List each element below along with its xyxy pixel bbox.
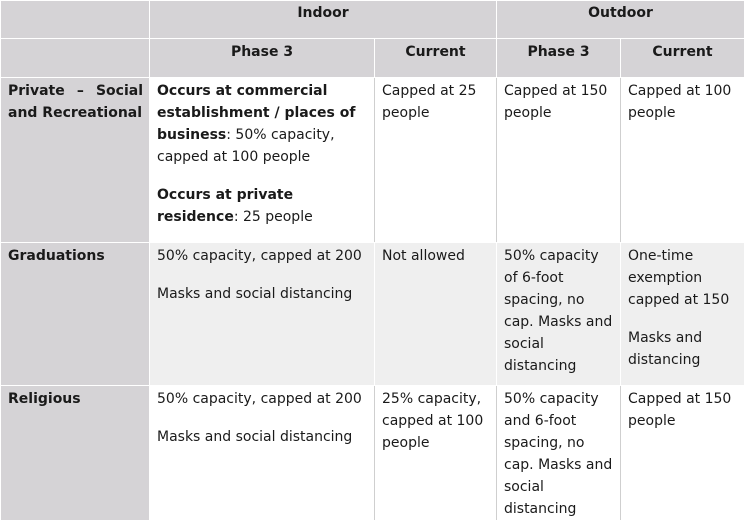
header-indoor-phase3 — [150, 39, 375, 78]
cell-graduations-indoor-phase3 — [150, 243, 375, 386]
graduations-outdoor-exemption: One-time exemption capped at 150 — [628, 245, 737, 311]
header-indoor-label: Indoor — [150, 1, 496, 21]
cell-religious-outdoor-phase3: 50% capacity and 6-foot spacing, no cap. Masks and social distancing — [497, 386, 621, 521]
cell-graduations-outdoor-current — [621, 243, 744, 386]
header-corner-sub — [1, 39, 150, 78]
header-outdoor-phase3-label: Phase 3 — [497, 39, 620, 60]
private-commercial-heading: Occurs at commercial establishment / places of business — [157, 83, 355, 143]
cell-religious-outdoor-current: Capped at 150 people — [621, 386, 744, 521]
cell-private-indoor-phase3 — [150, 78, 375, 243]
header-row-sub — [1, 39, 744, 78]
header-indoor-phase3-label: Phase 3 — [150, 39, 374, 60]
cell-religious-indoor-current: 25% capacity, capped at 100 people — [375, 386, 497, 521]
header-outdoor — [497, 1, 744, 39]
header-corner-top — [1, 1, 150, 39]
graduations-indoor-masks: Masks and social distancing — [157, 283, 367, 305]
header-outdoor-current — [621, 39, 744, 78]
private-residence-heading: Occurs at private residence — [157, 187, 293, 225]
row-label-graduations: Graduations — [1, 243, 150, 386]
cell-graduations-outdoor-phase3: 50% capacity of 6-foot spacing, no cap. Masks and social distancing — [497, 243, 621, 386]
header-outdoor-phase3 — [497, 39, 621, 78]
graduations-indoor-capacity: 50% capacity, capped at 200 — [157, 245, 367, 267]
private-commercial-rule — [157, 80, 367, 168]
cell-religious-indoor-phase3 — [150, 386, 375, 521]
religious-indoor-capacity: 50% capacity, capped at 200 — [157, 388, 367, 410]
header-outdoor-label: Outdoor — [497, 1, 744, 21]
cell-private-indoor-current: Capped at 25 people — [375, 78, 497, 243]
row-label-religious: Religious — [1, 386, 150, 521]
header-indoor — [150, 1, 497, 39]
header-outdoor-current-label: Current — [621, 39, 744, 60]
table-row-graduations — [1, 243, 744, 386]
cell-private-outdoor-phase3: Capped at 150 people — [497, 78, 621, 243]
header-indoor-current-label: Current — [375, 39, 496, 60]
row-label-private: Private – Social and Recreational — [1, 78, 150, 243]
graduations-outdoor-masks: Masks and distancing — [628, 327, 737, 371]
table-row-religious — [1, 386, 744, 521]
private-residence-rule — [157, 184, 367, 228]
cell-graduations-indoor-current: Not allowed — [375, 243, 497, 386]
table-row-private — [1, 78, 744, 243]
cell-private-outdoor-current: Capped at 100 people — [621, 78, 744, 243]
header-row-top — [1, 1, 744, 39]
private-residence-detail: : 25 people — [234, 209, 313, 225]
religious-indoor-masks: Masks and social distancing — [157, 426, 367, 448]
header-indoor-current — [375, 39, 497, 78]
private-commercial-detail: : 50% capacity, capped at 100 people — [157, 127, 335, 165]
